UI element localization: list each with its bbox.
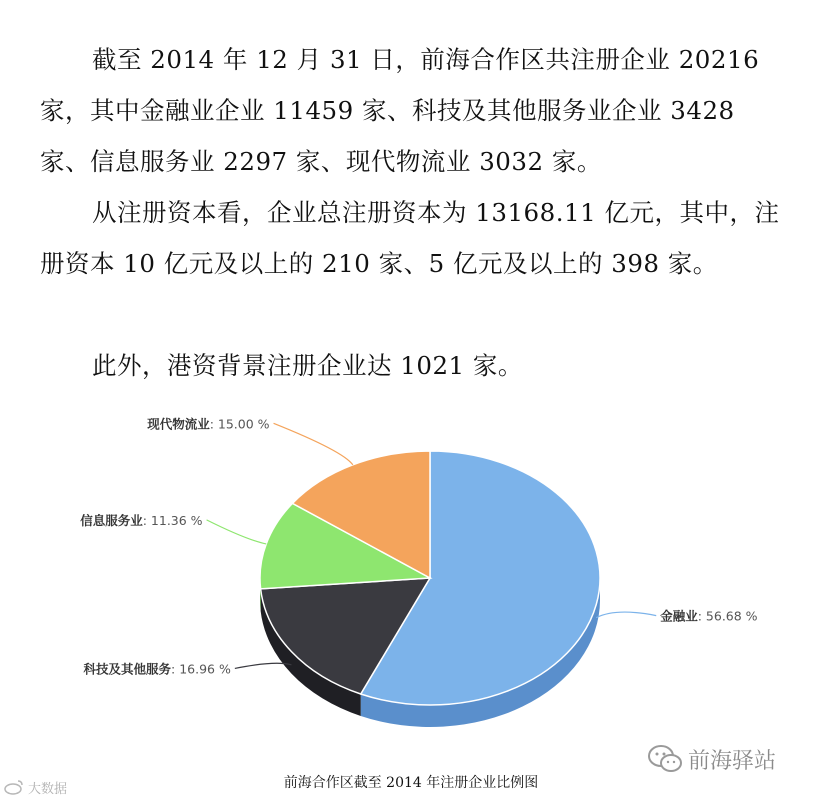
leader-line-1	[235, 663, 292, 668]
slice-label-value-3: : 15.00 %	[209, 416, 270, 432]
pie-slices	[260, 451, 600, 705]
slice-label-2	[80, 513, 202, 528]
watermark-left	[4, 776, 67, 798]
slice-label-3	[146, 416, 269, 431]
slice-label-1	[83, 661, 231, 676]
slice-label-name-1: 科技及其他服务	[83, 661, 172, 677]
paragraph-hk-companies: 此外，港资背景注册企业达 1021 家。	[92, 351, 523, 380]
leader-line-3	[274, 423, 353, 465]
leader-line-0	[596, 612, 656, 618]
slice-label-name-3: 现代物流业	[147, 416, 210, 432]
watermark-left-text: 大数据	[28, 781, 68, 797]
watermark-right-text: 前海驿站	[688, 748, 777, 774]
leader-line-2	[207, 520, 267, 544]
paragraph-registered-capital: 从注册资本看，企业总注册资本为 13168.11 亿元，其中，注册资本 10 亿元及以上的 210 家、5 亿元及以上的 398 家。	[40, 198, 780, 278]
slice-label-0	[660, 609, 757, 624]
pie-chart	[0, 395, 822, 765]
slice-label-value-2: : 11.36 %	[142, 512, 203, 528]
weibo-icon	[4, 779, 24, 795]
paragraph-registered-companies: 截至 2014 年 12 月 31 日，前海合作区共注册企业 20216 家，其中金融业企业 11459 家、科技及其他服务业企业 3428 家、信息服务业 2297 家、现代物流业 3032 家。	[40, 45, 760, 176]
slice-label-name-0: 金融业	[660, 608, 698, 624]
slice-label-value-0: : 56.68 %	[697, 608, 758, 624]
slice-label-value-1: : 16.96 %	[171, 661, 231, 677]
chart-caption: 前海合作区截至 2014 年注册企业比例图	[283, 775, 539, 791]
wechat-icon	[648, 744, 682, 774]
watermark-right	[648, 739, 776, 779]
slice-label-name-2: 信息服务业	[80, 512, 143, 528]
